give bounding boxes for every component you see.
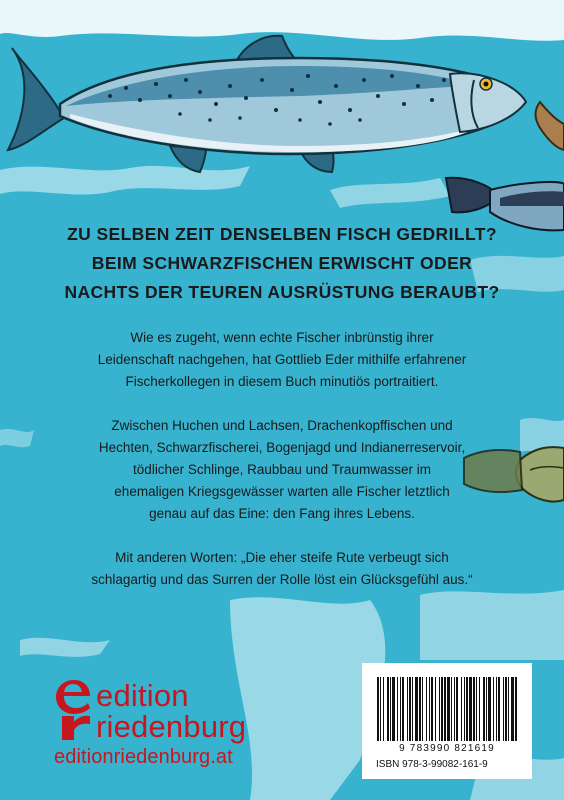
barcode-bar: [461, 677, 462, 741]
blurb-line: Mit anderen Worten: „Die eher steife Rute verbeugt sich: [115, 550, 449, 565]
barcode-bar: [511, 677, 514, 741]
barcode-bar: [422, 677, 423, 741]
barcode-number: 9 783990 821619: [399, 743, 495, 754]
barcode-bar: [456, 677, 458, 741]
blurb-line: Fischerkollegen in diesem Buch minutiös portraitiert.: [125, 374, 439, 389]
headline-line: BEIM SCHWARZFISCHEN ERWISCHT ODER: [91, 253, 473, 273]
barcode-bar: [397, 677, 398, 741]
barcode-bar: [469, 677, 472, 741]
blurb-paragraph: [0, 415, 564, 525]
blurb-line: genau auf das Eine: den Fang ihres Lebens.: [149, 506, 415, 521]
barcode-bar: [493, 677, 494, 741]
blurb: [0, 327, 564, 613]
barcode-bar: [402, 677, 404, 741]
headline: [0, 220, 564, 307]
blurb-line: Hechten, Schwarzfischerei, Bogenjagd und Indianerreservoir,: [98, 440, 466, 455]
barcode-bar: [441, 677, 443, 741]
barcode-bar: [483, 677, 485, 741]
barcode-bar: [508, 677, 509, 741]
barcode-bar: [429, 677, 430, 741]
barcode-bar: [435, 677, 436, 741]
barcode-bar: [415, 677, 418, 741]
headline-line: ZU SELBEN ZEIT DENSELBEN FISCH GEDRILLT?: [67, 224, 497, 244]
barcode-bar: [409, 677, 411, 741]
barcode-bar: [488, 677, 491, 741]
blurb-paragraph: [0, 327, 564, 393]
publisher-name-line1: edition: [96, 678, 189, 713]
blurb-line: Wie es zugeht, wenn echte Fischer inbrünstig ihrer: [130, 330, 434, 345]
barcode-bar: [515, 677, 517, 741]
barcode-bar: [451, 677, 452, 741]
barcode-bar: [466, 677, 468, 741]
barcode-bar: [447, 677, 450, 741]
blurb-paragraph: [0, 547, 564, 591]
brown-fish-illustration: [536, 102, 564, 150]
barcode-bar: [387, 677, 389, 741]
publisher-url: editionriedenburg.at: [54, 746, 233, 768]
barcode-panel: [362, 663, 532, 779]
barcode-bar: [383, 677, 384, 741]
barcode-bar: [476, 677, 477, 741]
publisher-logo: [54, 676, 294, 786]
barcode-bar: [400, 677, 401, 741]
blurb-line: Zwischen Huchen und Lachsen, Drachenkopffischen und: [111, 418, 453, 433]
barcode-bar: [439, 677, 440, 741]
salmon-illustration: [8, 36, 526, 172]
barcode-bar: [473, 677, 475, 741]
barcode-bar: [505, 677, 507, 741]
barcode-bar: [503, 677, 504, 741]
barcode-bar: [479, 677, 480, 741]
barcode-bar: [464, 677, 465, 741]
blurb-line: tödlicher Schlinge, Raubbau und Traumwasser im: [133, 462, 431, 477]
barcode-bar: [377, 677, 379, 741]
headline-line: NACHTS DER TEUREN AUSRÜSTUNG BERAUBT?: [64, 282, 500, 302]
barcode-bar: [390, 677, 391, 741]
barcode-bar: [419, 677, 421, 741]
barcode-bar: [454, 677, 455, 741]
barcode-bar: [431, 677, 433, 741]
barcode: [376, 677, 518, 741]
blurb-line: ehemaligen Kriegsgewässer warten alle Fischer letztlich: [114, 484, 450, 499]
barcode-bar: [407, 677, 408, 741]
publisher-mark-icon: [54, 676, 94, 740]
barcode-bar: [444, 677, 446, 741]
blurb-line: schlagartig und das Surren der Rolle löst ein Glücksgefühl aus.“: [91, 572, 473, 587]
blurb-line: Leidenschaft nachgehen, hat Gottlieb Eder mithilfe erfahrener: [97, 352, 467, 367]
barcode-bar: [426, 677, 427, 741]
barcode-bar: [486, 677, 487, 741]
barcode-bar: [498, 677, 500, 741]
barcode-bar: [380, 677, 381, 741]
barcode-bar: [392, 677, 395, 741]
barcode-bar: [412, 677, 413, 741]
isbn-label: ISBN 978-3-99082-161-9: [376, 759, 488, 770]
publisher-name-line2: riedenburg: [96, 709, 247, 744]
barcode-bar: [496, 677, 497, 741]
